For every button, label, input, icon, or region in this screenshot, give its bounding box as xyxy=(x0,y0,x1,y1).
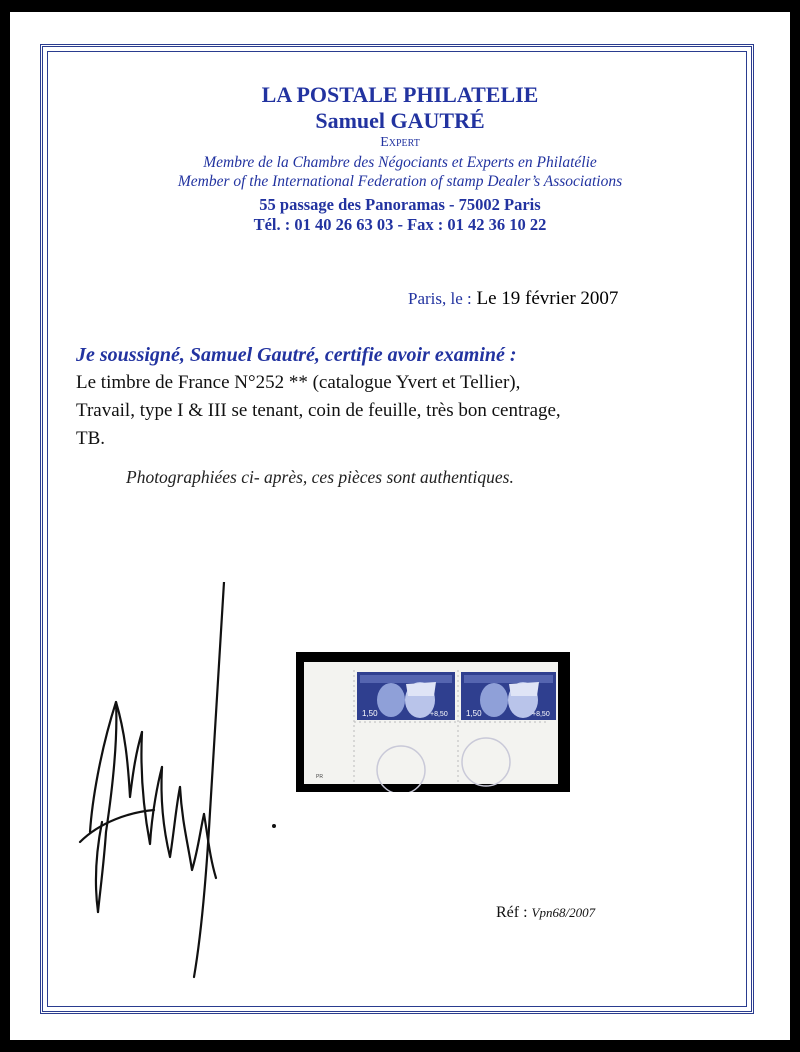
expert-name: Samuel GAUTRÉ xyxy=(315,108,485,133)
membership-fr: Membre de la Chambre des Négociants et Experts en Philatélie xyxy=(203,154,597,171)
expert-title: Expert xyxy=(380,135,420,150)
date-label: Paris, le : xyxy=(408,289,472,308)
address: 55 passage des Panoramas - 75002 Paris xyxy=(259,195,541,214)
stamp-right-surcharge: +8,50 xyxy=(532,711,550,718)
description-line-2: Travail, type I & III se tenant, coin de feuille, très bon centrage, xyxy=(76,400,561,421)
certify-statement: Je soussigné, Samuel Gautré, certifie avoir examiné : xyxy=(76,344,517,366)
stamp-left-value: 1,50 xyxy=(362,709,378,718)
date-value: Le 19 février 2007 xyxy=(476,288,619,309)
description-line-3: TB. xyxy=(76,428,106,449)
stamp-photo xyxy=(296,652,570,792)
organization-name: LA POSTALE PHILATELIE xyxy=(261,82,539,107)
ink-dot xyxy=(272,824,276,828)
reference-label: Réf : xyxy=(496,904,528,921)
reference-value: Vpn68/2007 xyxy=(531,905,596,920)
corner-mark: PR xyxy=(316,774,323,780)
date-line xyxy=(408,288,618,310)
phone-fax: Tél. : 01 40 26 63 03 - Fax : 01 42 36 10 22 xyxy=(253,215,547,234)
stamp-right xyxy=(461,672,556,720)
membership-en: Member of the International Federation of stamp Dealer’s Associations xyxy=(177,173,623,190)
certificate-sheet xyxy=(10,12,790,1040)
description-line-1: Le timbre de France N°252 ** (catalogue Yvert et Tellier), xyxy=(76,372,521,393)
reference xyxy=(496,904,595,922)
photo-note: Photographiées ci- après, ces pièces sont authentiques. xyxy=(126,467,514,487)
stamp-left-surcharge: +8,50 xyxy=(430,711,448,718)
stamp-right-value: 1,50 xyxy=(466,709,482,718)
stamp-left xyxy=(357,672,455,720)
signature xyxy=(70,582,260,982)
